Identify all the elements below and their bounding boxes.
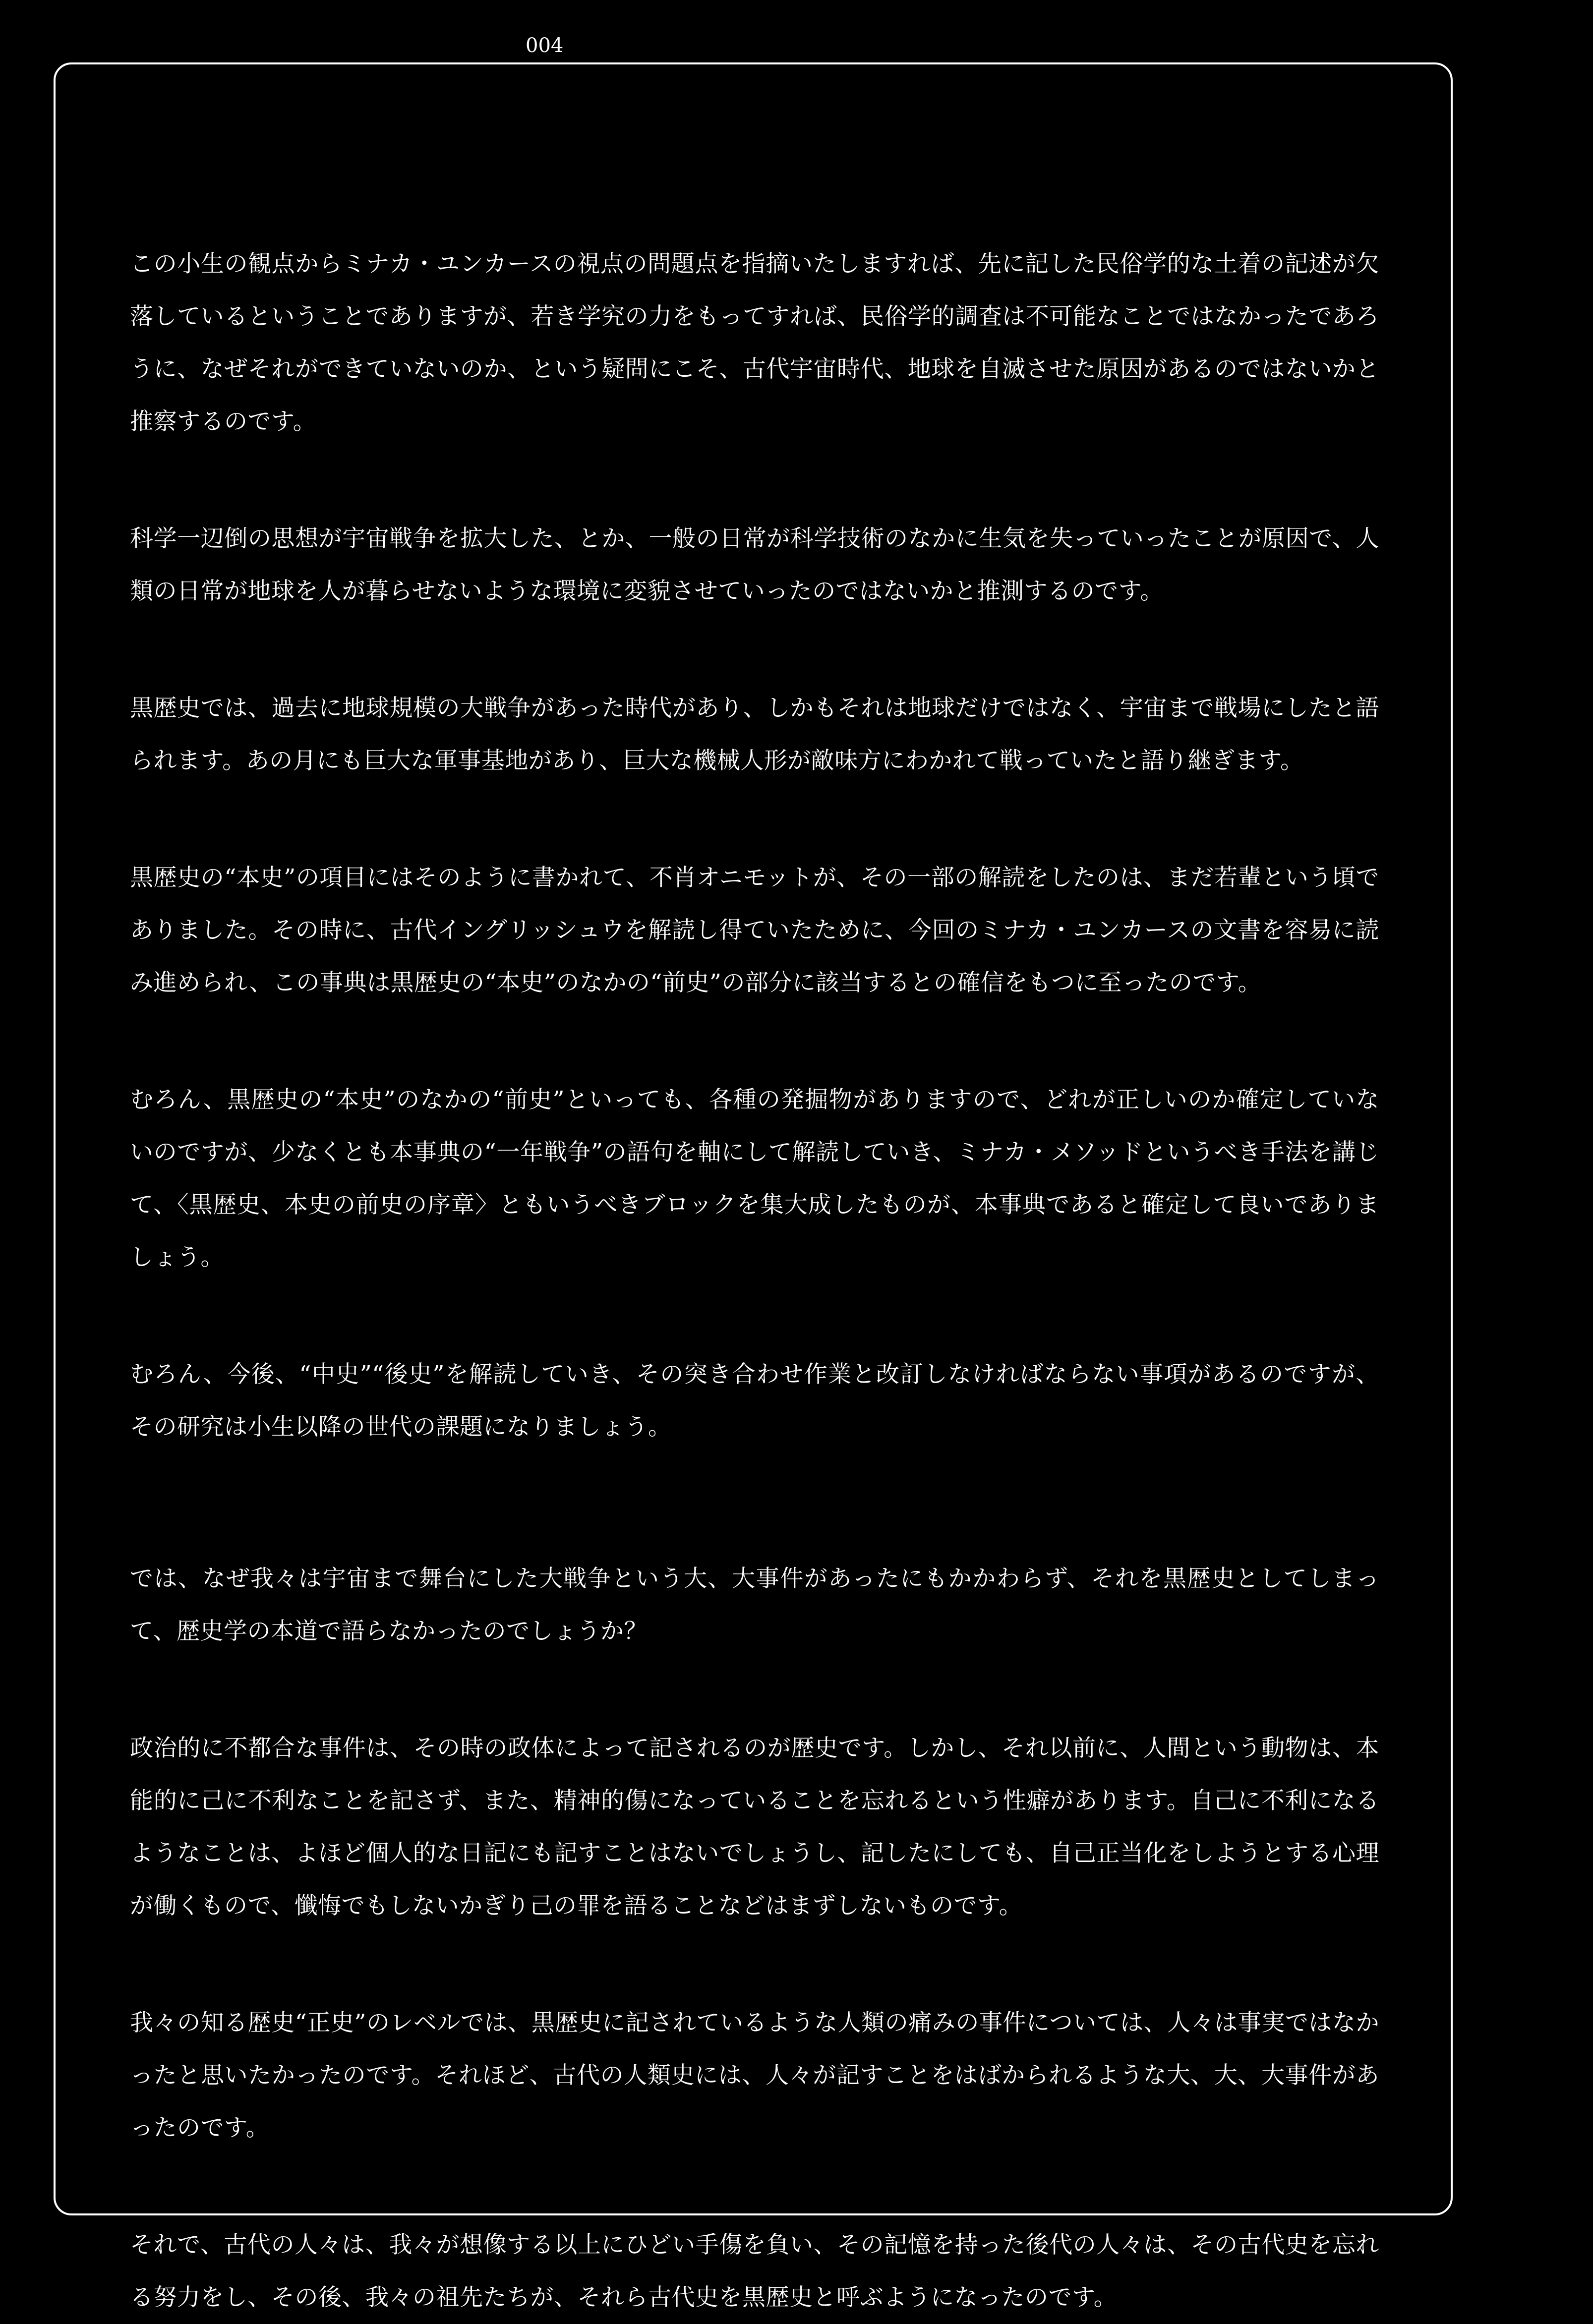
body-text [130, 238, 1379, 2324]
paragraph-8: 政治的に不都合な事件は、その時の政体によって記されるのが歴史です。しかし、それ以前に、人間という動物は、本能的に己に不利なことを記さず、また、精神的傷になっていることを忘れるという性癖があります。自己に不利になるようなことは、よほど個人的な日記にも記すことはないでしょうし、記したにしても、自己正当化をしようとする心理が働くもので、懺悔でもしないかぎり己の罪を語ることなどはまずしないものです。 [130, 1735, 1379, 1919]
paragraph-3: 黒歴史では、過去に地球規模の大戦争があった時代があり、しかもそれは地球だけではなく、宇宙まで戦場にしたと語られます。あの月にも巨大な軍事基地があり、巨大な機械人形が敵味方にわかれて戦っていたと語り継ぎます。 [130, 695, 1379, 774]
paragraph-4: 黒歴史の“本史”の項目にはそのように書かれて、不肖オニモットが、その一部の解読をしたのは、まだ若輩という頃でありました。その時に、古代イングリッシュウを解読し得ていたために、今回のミナカ・ユンカースの文書を容易に読み進められ、この事典は黒歴史の“本史”のなかの“前史”の部分に該当するとの確信をもつに至ったのです。 [130, 864, 1379, 996]
paragraph-9: 我々の知る歴史“正史”のレベルでは、黒歴史に記されているような人類の痛みの事件については、人々は事実ではなかったと思いたかったのです。それほど、古代の人類史には、人々が記すことをはばかられるような大、大、大事件があったのです。 [130, 2009, 1379, 2142]
paragraph-10: それで、古代の人々は、我々が想像する以上にひどい手傷を負い、その記憶を持った後代の人々は、その古代史を忘れる努力をし、その後、我々の祖先たちが、それら古代史を黒歴史と呼ぶようになったのです。 [130, 2231, 1379, 2311]
page-number: 004 [526, 34, 564, 57]
paragraph-7: では、なぜ我々は宇宙まで舞台にした大戦争という大、大事件があったにもかかわらず、それを黒歴史としてしまって、歴史学の本道で語らなかったのでしょうか？ [130, 1565, 1379, 1645]
paragraph-6: むろん、今後、“中史”“後史”を解読していき、その突き合わせ作業と改訂しなければならない事項があるのですが、その研究は小生以降の世代の課題になりましょう。 [130, 1361, 1379, 1441]
paragraph-1: この小生の観点からミナカ・ユンカースの視点の問題点を指摘いたしますれば、先に記した民俗学的な土着の記述が欠落しているということでありますが、若き学究の力をもってすれば、民俗学的調査は不可能なことではなかったであろうに、なぜそれができていないのか、という疑問にこそ、古代宇宙時代、地球を自滅させた原因があるのではないかと推察するのです。 [130, 250, 1379, 435]
paragraph-2: 科学一辺倒の思想が宇宙戦争を拡大した、とか、一般の日常が科学技術のなかに生気を失っていったことが原因で、人類の日常が地球を人が暮らせないような環境に変貌させていったのではないかと推測するのです。 [130, 525, 1379, 605]
paragraph-5: むろん、黒歴史の“本史”のなかの“前史”といっても、各種の発掘物がありますので、どれが正しいのか確定していないのですが、少なくとも本事典の“一年戦争”の語句を軸にして解読していき、ミナカ・メソッドというべき手法を講じて、〈黒歴史、本史の前史の序章〉ともいうべきブロックを集大成したものが、本事典であると確定して良いでありましょう。 [130, 1086, 1379, 1271]
